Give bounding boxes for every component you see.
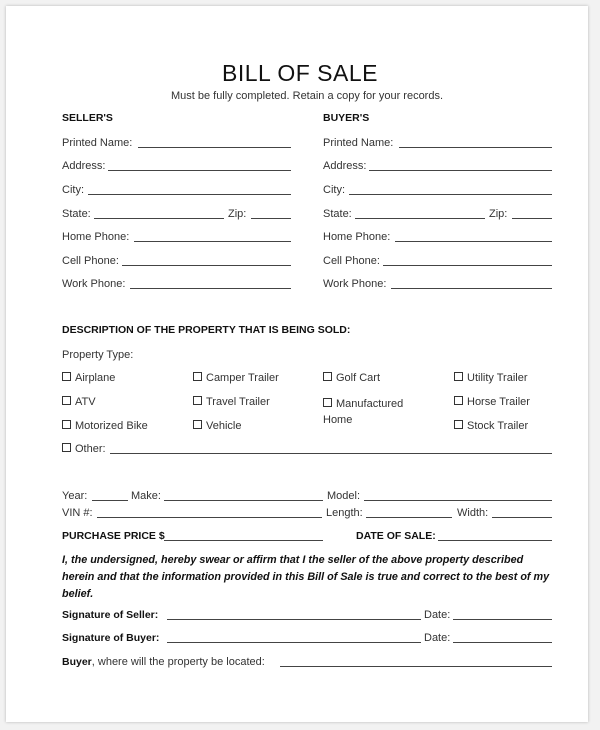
checkbox-square-icon bbox=[62, 372, 71, 381]
property-heading: DESCRIPTION OF THE PROPERTY THAT IS BEING SOLD: bbox=[62, 324, 351, 336]
buyer-address-field[interactable] bbox=[369, 170, 552, 171]
model-field[interactable] bbox=[364, 500, 552, 501]
buyer-signature-label: Signature of Buyer: bbox=[62, 632, 160, 644]
property-location-field[interactable] bbox=[280, 666, 552, 667]
seller-address-label: Address: bbox=[62, 160, 106, 172]
vin-field[interactable] bbox=[97, 517, 322, 518]
checkbox-square-icon bbox=[193, 420, 202, 429]
seller-heading: SELLER'S bbox=[62, 112, 113, 124]
seller-zip-label: Zip: bbox=[228, 208, 247, 220]
buyer-printed-name-label: Printed Name: bbox=[323, 137, 394, 149]
buyer-signature-field[interactable] bbox=[167, 642, 421, 643]
width-field[interactable] bbox=[492, 517, 552, 518]
buyer-state-label: State: bbox=[323, 208, 352, 220]
buyer-city-field[interactable] bbox=[349, 194, 552, 195]
checkbox-horse-trailer[interactable]: Horse Trailer bbox=[454, 396, 530, 408]
checkbox-square-icon bbox=[454, 396, 463, 405]
buyer-zip-field[interactable] bbox=[512, 218, 552, 219]
seller-work-phone-field[interactable] bbox=[130, 288, 291, 289]
date-of-sale-label: DATE OF SALE: bbox=[356, 530, 436, 542]
seller-home-phone-field[interactable] bbox=[134, 241, 291, 242]
checkbox-golf-cart[interactable]: Golf Cart bbox=[323, 372, 380, 384]
other-property-field[interactable] bbox=[110, 453, 552, 454]
buyer-date-field[interactable] bbox=[453, 642, 552, 643]
seller-printed-name-field[interactable] bbox=[138, 147, 291, 148]
declaration-text: I, the undersigned, hereby swear or affirm that I the seller of the above property described herein and that the information provided in this Bill of Sale is true and correct to the best of my belief. bbox=[62, 554, 550, 600]
seller-signature-label: Signature of Seller: bbox=[62, 609, 159, 621]
checkbox-motorized-bike[interactable]: Motorized Bike bbox=[62, 420, 148, 432]
year-field[interactable] bbox=[92, 500, 128, 501]
date-of-sale-field[interactable] bbox=[438, 540, 552, 541]
buyer-address-label: Address: bbox=[323, 160, 367, 172]
buyer-work-phone-field[interactable] bbox=[391, 288, 552, 289]
seller-signature-field[interactable] bbox=[167, 619, 421, 620]
length-label: Length: bbox=[326, 507, 363, 519]
seller-city-field[interactable] bbox=[88, 194, 291, 195]
checkbox-square-icon bbox=[454, 372, 463, 381]
purchase-price-label: PURCHASE PRICE $ bbox=[62, 530, 165, 542]
seller-zip-field[interactable] bbox=[251, 218, 291, 219]
purchase-price-field[interactable] bbox=[164, 540, 323, 541]
seller-work-phone-label: Work Phone: bbox=[62, 278, 126, 290]
buyer-zip-label: Zip: bbox=[489, 208, 508, 220]
seller-state-label: State: bbox=[62, 208, 91, 220]
checkbox-stock-trailer[interactable]: Stock Trailer bbox=[454, 420, 528, 432]
property-location-label bbox=[62, 656, 265, 668]
page-title: BILL OF SALE bbox=[222, 60, 378, 86]
seller-date-label: Date: bbox=[424, 609, 451, 621]
seller-printed-name-label: Printed Name: bbox=[62, 137, 133, 149]
model-label: Model: bbox=[327, 490, 361, 502]
checkbox-utility-trailer[interactable]: Utility Trailer bbox=[454, 372, 528, 384]
checkbox-travel-trailer[interactable]: Travel Trailer bbox=[193, 396, 270, 408]
make-field[interactable] bbox=[164, 500, 323, 501]
checkbox-other[interactable]: Other: bbox=[62, 443, 106, 455]
buyer-city-label: City: bbox=[323, 184, 345, 196]
buyer-word: Buyer bbox=[62, 656, 92, 668]
checkbox-airplane[interactable]: Airplane bbox=[62, 372, 115, 384]
seller-date-field[interactable] bbox=[453, 619, 552, 620]
seller-cell-phone-label: Cell Phone: bbox=[62, 255, 119, 267]
seller-address-field[interactable] bbox=[108, 170, 291, 171]
width-label: Width: bbox=[457, 507, 489, 519]
seller-city-label: City: bbox=[62, 184, 84, 196]
checkbox-square-icon bbox=[62, 420, 71, 429]
buyer-home-phone-label: Home Phone: bbox=[323, 231, 391, 243]
make-label: Make: bbox=[131, 490, 161, 502]
buyer-state-field[interactable] bbox=[355, 218, 485, 219]
checkbox-square-icon bbox=[62, 396, 71, 405]
checkbox-square-icon bbox=[454, 420, 463, 429]
checkbox-square-icon bbox=[62, 443, 71, 452]
page-subtitle: Must be fully completed. Retain a copy for your records. bbox=[170, 90, 444, 102]
location-text: , where will the property be located: bbox=[91, 656, 265, 668]
seller-state-field[interactable] bbox=[94, 218, 224, 219]
buyer-home-phone-field[interactable] bbox=[395, 241, 552, 242]
checkbox-manufactured-home[interactable]: Manufactured Home bbox=[323, 398, 404, 426]
buyer-work-phone-label: Work Phone: bbox=[323, 278, 387, 290]
property-type-label: Property Type: bbox=[62, 349, 134, 361]
checkbox-square-icon bbox=[323, 372, 332, 381]
buyer-date-label: Date: bbox=[424, 632, 451, 644]
checkbox-square-icon bbox=[323, 398, 332, 407]
checkbox-atv[interactable]: ATV bbox=[62, 396, 96, 408]
checkbox-camper-trailer[interactable]: Camper Trailer bbox=[193, 372, 279, 384]
checkbox-vehicle[interactable]: Vehicle bbox=[193, 420, 241, 432]
buyer-cell-phone-label: Cell Phone: bbox=[323, 255, 380, 267]
seller-home-phone-label: Home Phone: bbox=[62, 231, 130, 243]
checkbox-square-icon bbox=[193, 372, 202, 381]
vin-label: VIN #: bbox=[62, 507, 93, 519]
length-field[interactable] bbox=[366, 517, 452, 518]
seller-cell-phone-field[interactable] bbox=[122, 265, 291, 266]
year-label: Year: bbox=[62, 490, 88, 502]
buyer-cell-phone-field[interactable] bbox=[383, 265, 552, 266]
buyer-heading: BUYER'S bbox=[323, 112, 370, 124]
buyer-printed-name-field[interactable] bbox=[399, 147, 552, 148]
checkbox-square-icon bbox=[193, 396, 202, 405]
